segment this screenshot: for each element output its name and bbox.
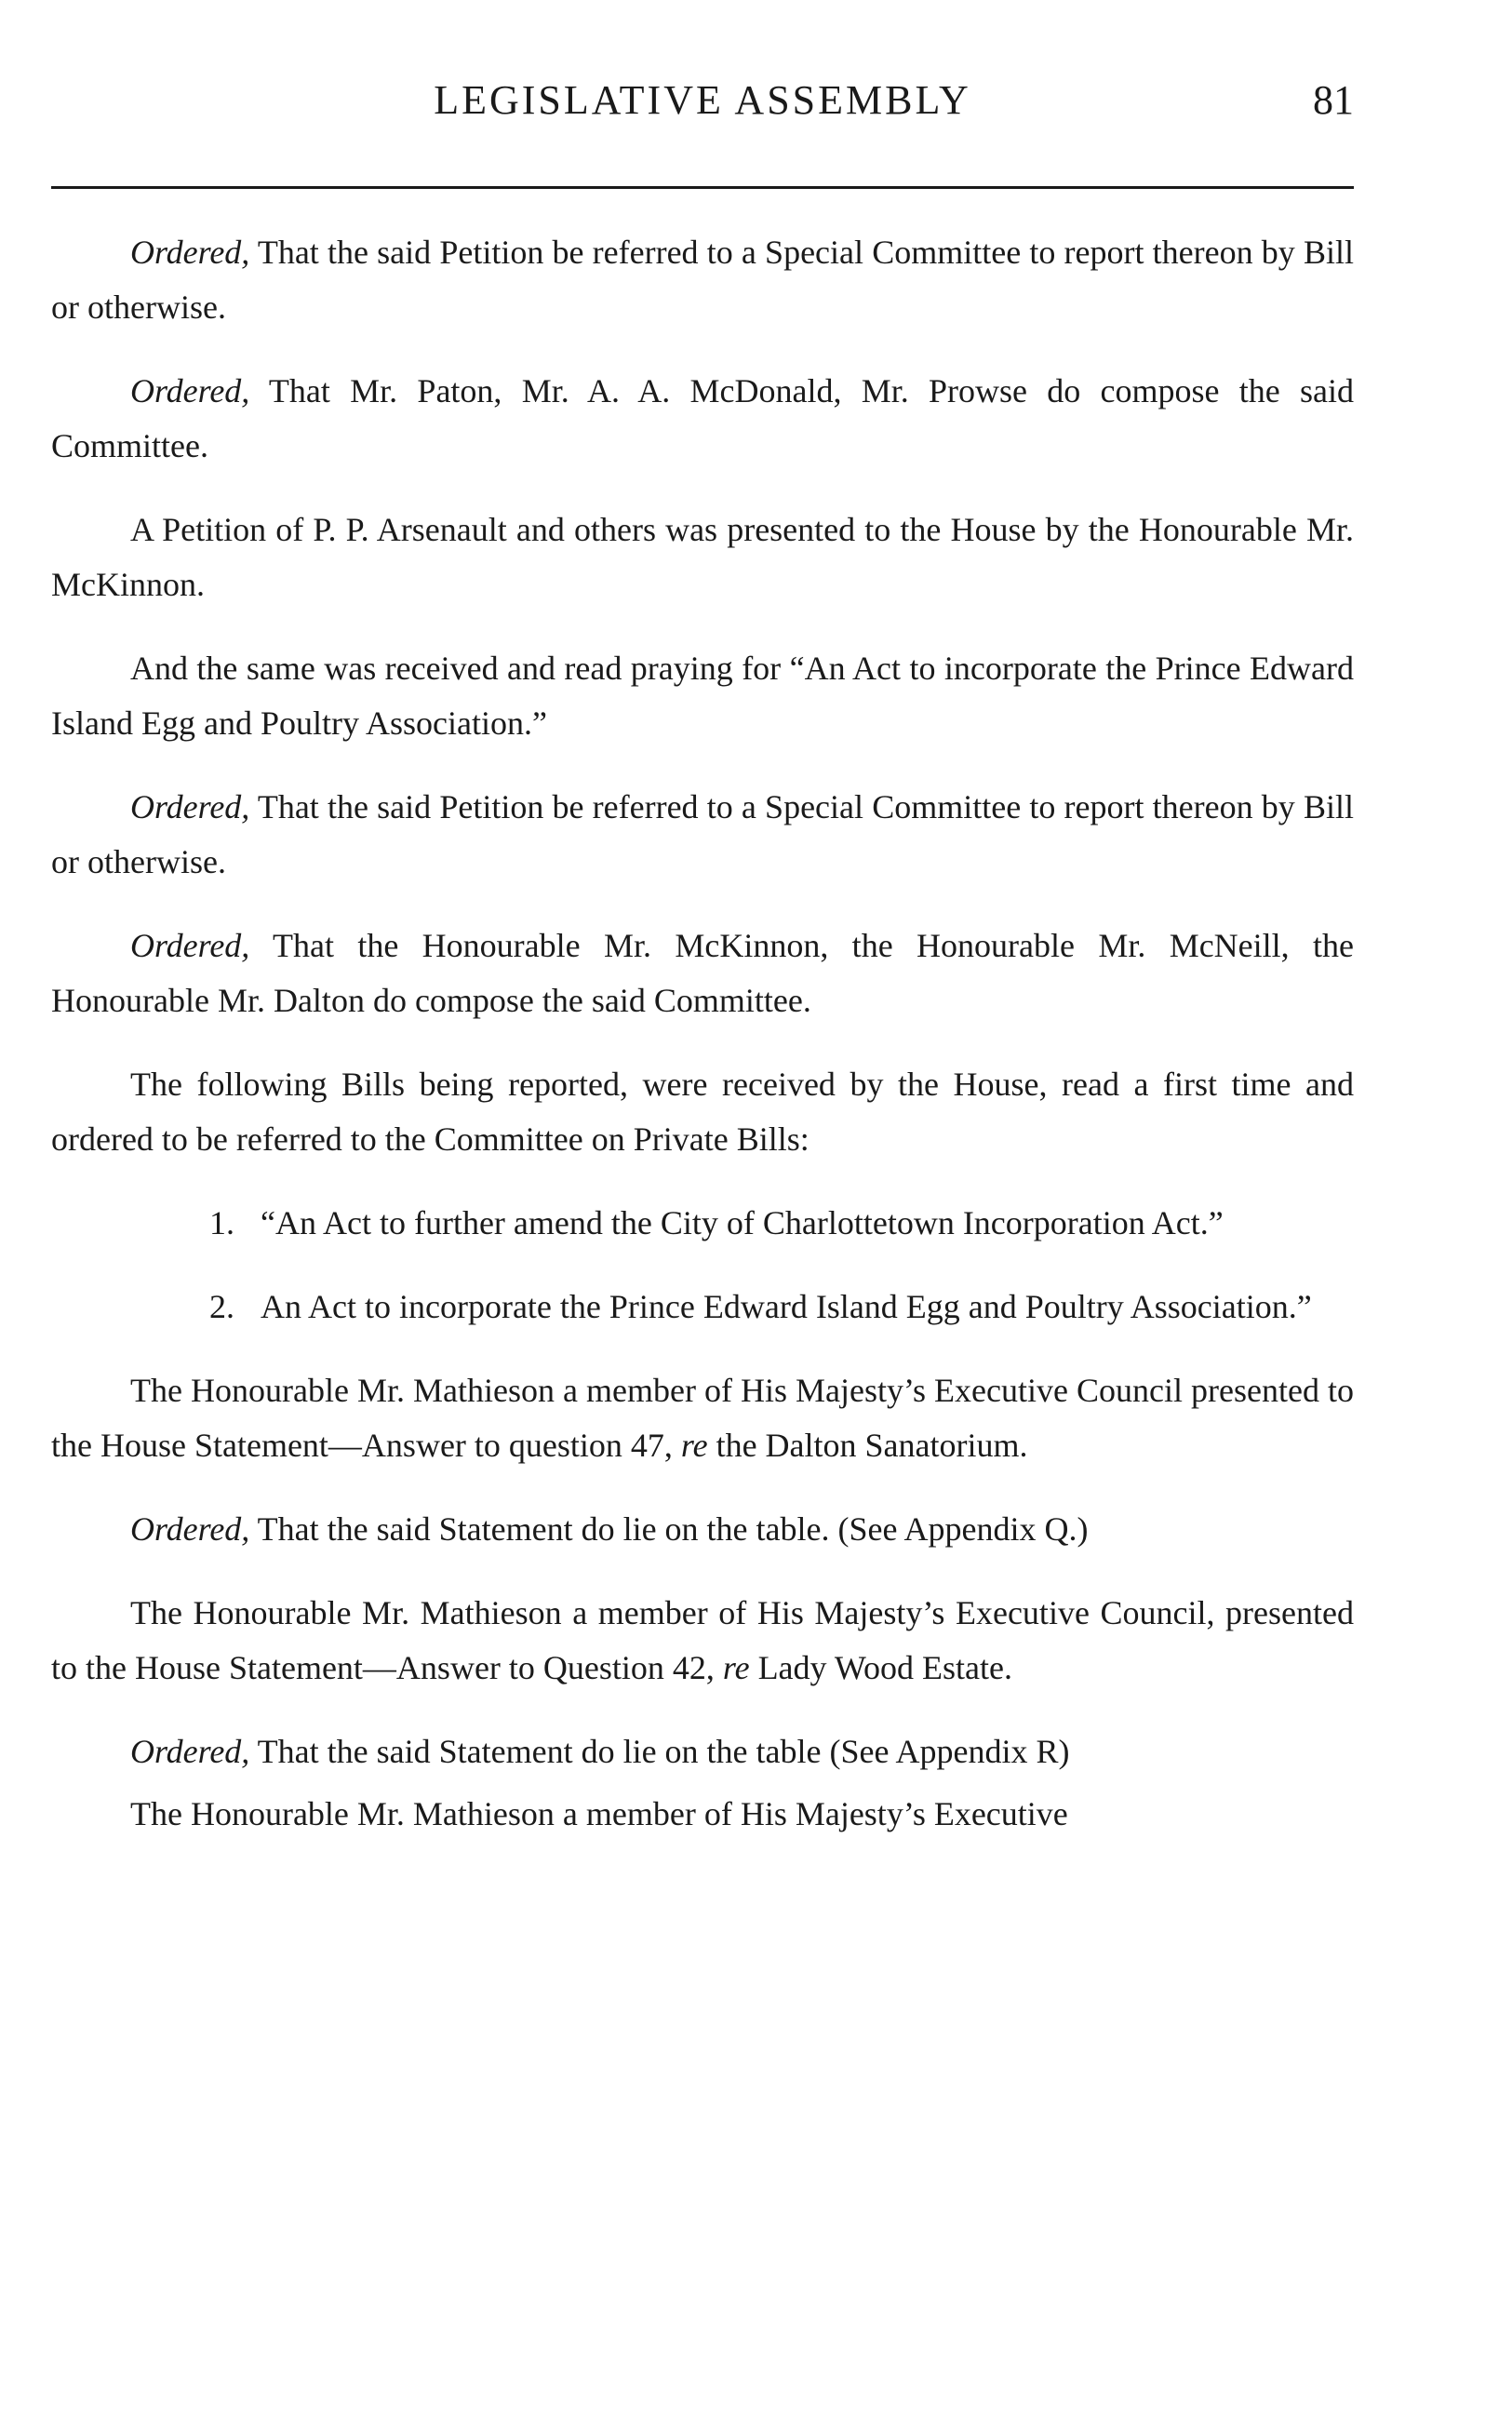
paragraph-text: And the same was received and read praying for “An Act to incorporate the Prince Edward Island Egg and Poultry Association.” [51, 650, 1354, 742]
paragraph-bills-reported [51, 1057, 1354, 1167]
running-head [51, 76, 1354, 141]
paragraph-ordered-petition-referral [51, 225, 1354, 335]
paragraph-statement-continued [51, 1787, 1354, 1842]
paragraph-lead: Ordered, [130, 234, 250, 271]
paragraph-text: That the said Petition be referred to a Special Committee to report thereon by Bill or otherwise. [51, 788, 1354, 880]
paragraph-statement-question-42 [51, 1586, 1354, 1696]
paragraph-text: That the said Statement do lie on the table. (See Appendix Q.) [249, 1510, 1089, 1548]
list-item-number: 1. [209, 1204, 234, 1241]
list-item-text: “An Act to further amend the City of Charlottetown Incorporation Act.” [261, 1204, 1224, 1241]
paragraph-lead: Ordered, [130, 1510, 250, 1548]
paragraph-lead: Ordered, [130, 927, 250, 964]
paragraph-lead: Ordered, [130, 372, 250, 409]
paragraph-tail: the Dalton Sanatorium. [707, 1427, 1028, 1464]
list-item-text: An Act to incorporate the Prince Edward Island Egg and Poultry Association.” [261, 1288, 1312, 1325]
paragraph-ordered-committee-composition [51, 919, 1354, 1028]
running-title: LEGISLATIVE ASSEMBLY [434, 77, 971, 123]
paragraph-petition-arsenault [51, 503, 1354, 612]
paragraph-text: That Mr. Paton, Mr. A. A. McDonald, Mr. Prowse do compose the said Committee. [51, 372, 1354, 464]
header-rule [51, 186, 1354, 189]
paragraph-statement-question-47 [51, 1363, 1354, 1473]
paragraph-ordered-committee-members [51, 364, 1354, 474]
paragraph-italic-re: re [722, 1649, 750, 1686]
body-text [51, 225, 1354, 1871]
paragraph-text: That the said Petition be referred to a Special Committee to report thereon by Bill or otherwise. [51, 234, 1354, 326]
list-item-bill-2 [51, 1280, 1354, 1335]
list-item-bill-1 [51, 1196, 1354, 1251]
paragraph-text: The Honourable Mr. Mathieson a member of His Majesty’s Executive Council presented to the House Statement—Answer to question 47, [51, 1372, 1354, 1464]
paragraph-text: That the Honourable Mr. McKinnon, the Honourable Mr. McNeill, the Honourable Mr. Dalton do compose the said Committee. [51, 927, 1354, 1019]
paragraph-italic-re: re [680, 1427, 708, 1464]
list-item-number: 2. [209, 1288, 234, 1325]
paragraph-text: That the said Statement do lie on the table (See Appendix R) [249, 1733, 1070, 1770]
paragraph-ordered-special-committee [51, 780, 1354, 890]
paragraph-tail: Lady Wood Estate. [749, 1649, 1012, 1686]
page-number: 81 [1313, 77, 1354, 123]
paragraph-ordered-appendix-q [51, 1502, 1354, 1557]
paragraph-lead: Ordered, [130, 788, 250, 825]
paragraph-text: The Honourable Mr. Mathieson a member of His Majesty’s Executive Council, presented to the House Statement—Answer to Question 42, [51, 1594, 1354, 1686]
paragraph-text: The Honourable Mr. Mathieson a member of His Majesty’s Executive [130, 1795, 1068, 1832]
paragraph-petition-read [51, 641, 1354, 751]
paragraph-ordered-appendix-r [51, 1724, 1354, 1779]
paragraph-text: The following Bills being reported, were received by the House, read a first time and ordered to be referred to the Committee on Private Bills: [51, 1066, 1354, 1158]
paragraph-lead: Ordered, [130, 1733, 250, 1770]
paragraph-text: A Petition of P. P. Arsenault and others was presented to the House by the Honourable Mr. McKinnon. [51, 511, 1354, 603]
